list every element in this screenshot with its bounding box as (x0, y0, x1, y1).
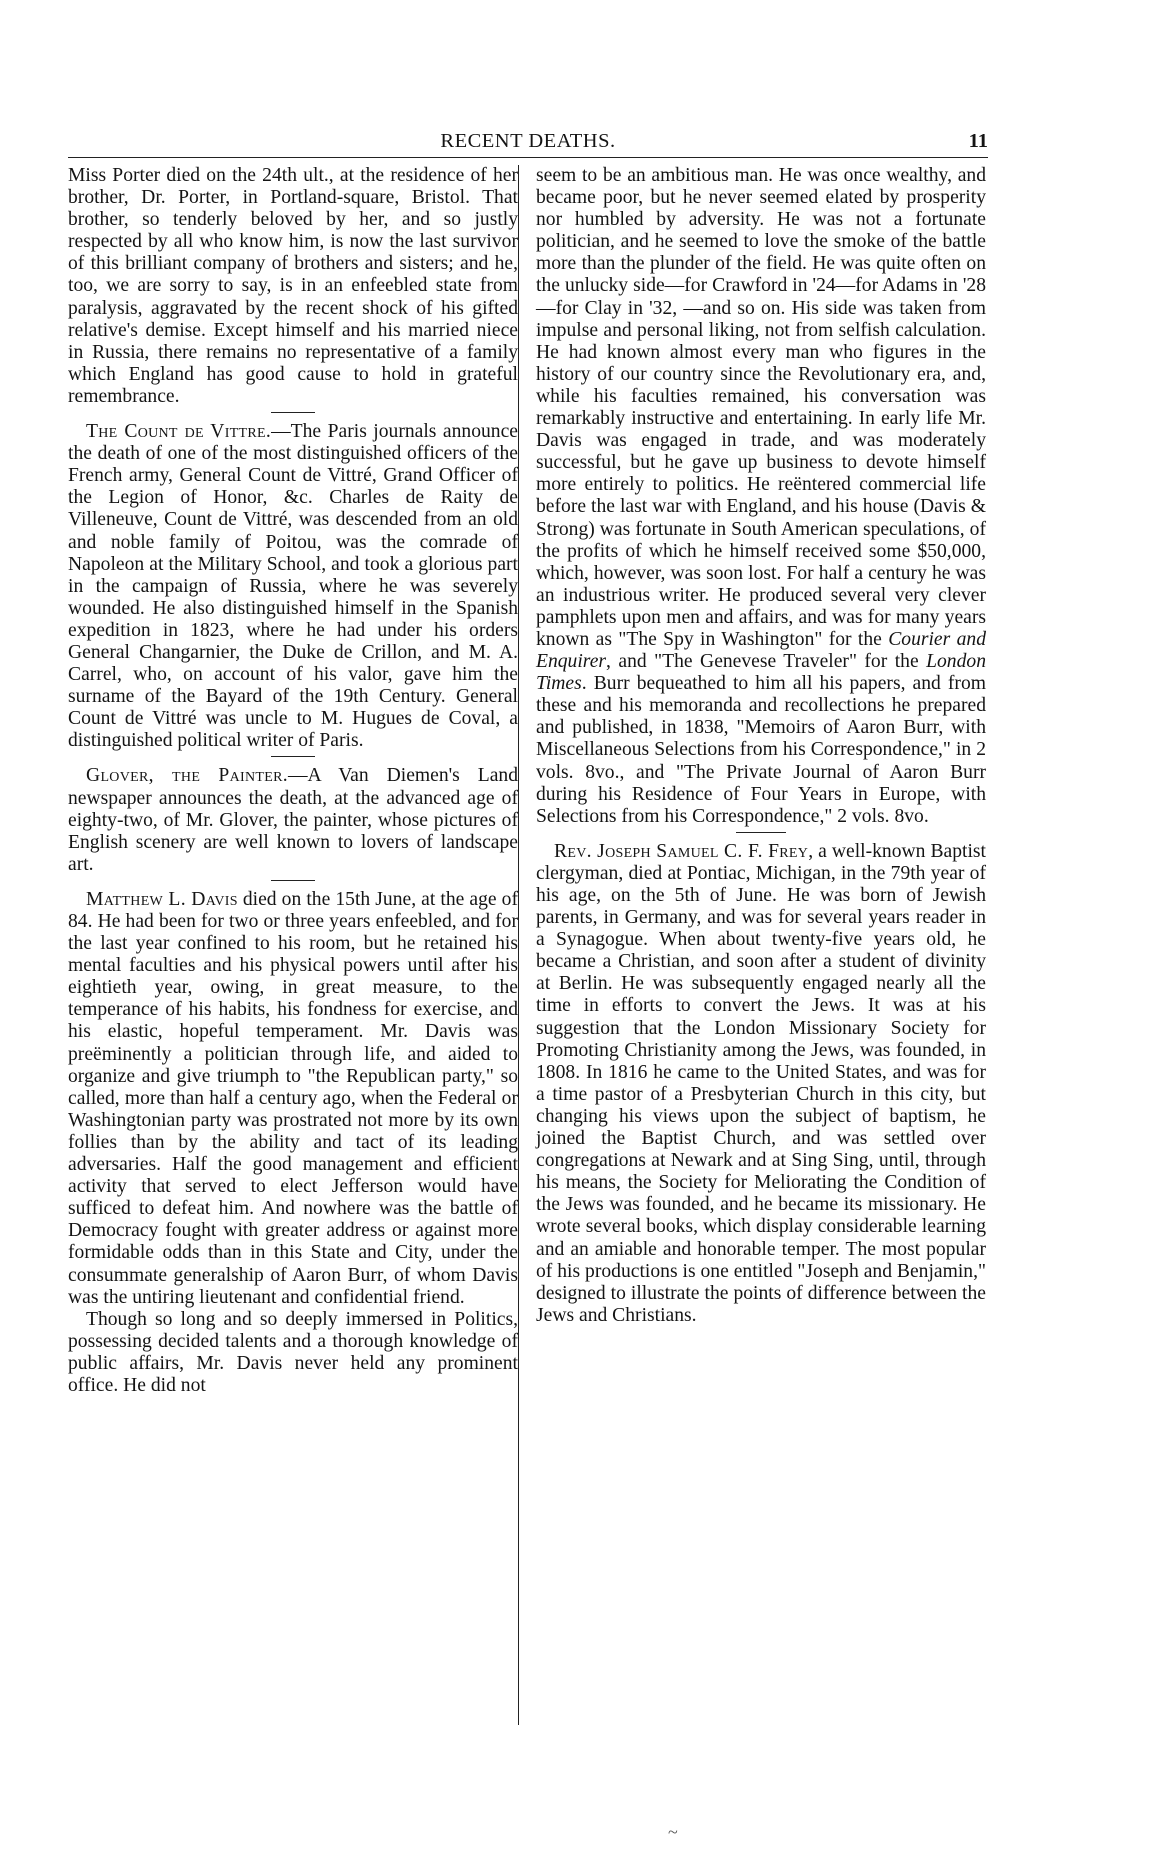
frey-heading: Rev. Joseph Samuel C. F. Frey (554, 840, 809, 862)
section-separator (736, 832, 786, 833)
porter-obituary: Miss Porter died on the 24th ult., at the residence of her brother, Dr. Porter, in Portland-square, Bristol. That brother, so tenderly beloved by her, and so justly respected by all who know him, is now the last survivor of this brilliant company of brothers and sisters; and he, too, we are sorry to say, is in an enfeebled state from paralysis, aggravated by the recent shock of his gifted relative's demise. Except himself and his married niece in Russia, there remains no representative of a family which England has good cause to hold in grateful remembrance. (68, 165, 518, 407)
running-title: RECENT DEATHS. (440, 130, 616, 152)
davis-obituary-cont: Though so long and so deeply immersed in Politics, possessing decided talents and a thorough knowledge of public affairs, Mr. Davis never held any prominent office. He did not (68, 1308, 518, 1396)
glover-obituary (68, 765, 518, 875)
glover-body: —A Van Diemen's Land newspaper announces the death, at the advanced age of eighty-two, of Mr. Glover, the painter, whose pictures of English scenery are well known to lovers of landscape art. (68, 765, 518, 875)
section-separator (271, 880, 315, 881)
column-divider (518, 165, 519, 1725)
page-number: 11 (968, 130, 988, 152)
davis-body: died on the 15th June, at the age of 84. He had been for two or three years enfeebled, and for the last year confined to his room, but he retained his mental faculties and his physical powers until after his eightieth year, owing, in great measure, to the temperance of his habits, his fondness for exercise, and his elastic, hopeful temperament. Mr. Davis was preëminently a politician through life, and aided to organize and give triumph to "the Republican party," so called, more than half a century ago, when the Federal or Washingtonian party was prostrated not more by its own follies than by the ability and tact of its leading adversaries. Half the good management and efficient activity that served to elect Jefferson would have sufficed to defeat him. And nowhere was the battle of Democracy fought with greater address or against more formidable odds than in this State and City, under the consummate generalship of Aaron Burr, of whom Davis was the untiring lieutenant and confidential friend. (68, 888, 518, 1308)
frey-body: , a well-known Baptist clergyman, died at Pontiac, Michigan, in the 79th year of his age, on the 5th of June. He was born of Jewish parents, in Germany, and was for several years reader in a Synagogue. When about twenty-five years old, he became a Christian, and soon after a student of divinity at Berlin. He was subsequently engaged nearly all the time in efforts to convert the Jews. It was at his suggestion that the London Missionary Society for Promoting Christianity among the Jews, was founded, in 1808. In 1816 he came to the United States, and was for a time pastor of a Presbyterian Church in this city, but changing his views upon the subject of baptism, he joined the Baptist Church, and was settled over congregations at Newark and at Sing Sing, until, through his means, the Society for Meliorating the Condition of the Jews was founded, and he became its missionary. He wrote several books, which display considerable learning and an amiable and honorable temper. The most popular of his productions is one entitled "Joseph and Benjamin," designed to illustrate the points of difference between the Jews and Christians. (536, 840, 986, 1326)
printer-mark: ~ (668, 1822, 678, 1842)
davis-continued-text-2: , and "The Genevese Traveler" for the (606, 651, 927, 673)
right-column (536, 165, 986, 1327)
davis-heading: Matthew L. Davis (86, 888, 238, 910)
section-separator (271, 756, 315, 757)
davis-continued-text-3: . Burr bequeathed to him all his papers, and from these and his memoranda and recollections he prepared and published, in 1838, "Memoirs of Aaron Burr, with Miscellaneous Selections from his Correspondence," in 2 vols. 8vo., and "The Private Journal of Aaron Burr during his Residence of Four Years in Europe, with Selections from his Correspondence," 2 vols. 8vo. (536, 673, 986, 827)
left-column (68, 165, 518, 1397)
davis-obituary (68, 889, 518, 1309)
vittre-heading: The Count de Vittre. (86, 421, 272, 443)
davis-continued-text: seem to be an ambitious man. He was once wealthy, and became poor, but he never seemed elated by prosperity nor humbled by adversity. He was not a fortunate politician, and he seemed to love the smoke of the battle more than the plunder of the field. He was quite often on the unlucky side—for Crawford in '24—for Adams in '28—for Clay in '32, —and so on. His side was taken from impulse and personal liking, not from selfish calculation. He had known almost every man who figures in the history of our country since the Revolutionary era, and, while his faculties remained, his conversation was remarkably instructive and entertaining. In early life Mr. Davis was engaged in trade, and was moderately successful, but he gave up business to devote himself more entirely to politics. He reëntered commercial life before the last war with England, and his house (Davis & Strong) was fortunate in South American speculations, of the profits of which he himself received some $50,000, which, however, was soon lost. For half a century he was an industrious writer. He produced several very clever pamphlets upon men and affairs, and was for many years known as "The Spy in Washington" for the (536, 165, 986, 650)
courier-title: Courier and Enquirer (536, 628, 986, 673)
header-rule (68, 157, 988, 158)
vittre-body: —The Paris journals announce the death of one of the most distinguished officers of the French army, General Count de Vittré, Grand Officer of the Legion of Honor, &c. Charles de Raity de Villeneuve, Count de Vittré, was descended from an old and noble family of Poitou, was the comrade of Napoleon at the Military School, and took a glorious part in the campaign of Russia, where he was severely wounded. He also distinguished himself in the Spanish expedition in 1823, where he had under his orders General Changarnier, the Duke de Crillon, and M. A. Carrel, who, on account of his valor, gave him the surname of the Bayard of the 19th Century. General Count de Vittré was uncle to M. Hugues de Coval, a distinguished political writer of Paris. (68, 421, 518, 752)
page-header (68, 128, 988, 158)
davis-continued (536, 165, 986, 828)
section-separator (271, 412, 315, 413)
vittre-obituary (68, 421, 518, 752)
frey-obituary (536, 841, 986, 1327)
times-title: London Times (536, 651, 986, 695)
glover-heading: Glover, the Painter. (86, 765, 288, 787)
